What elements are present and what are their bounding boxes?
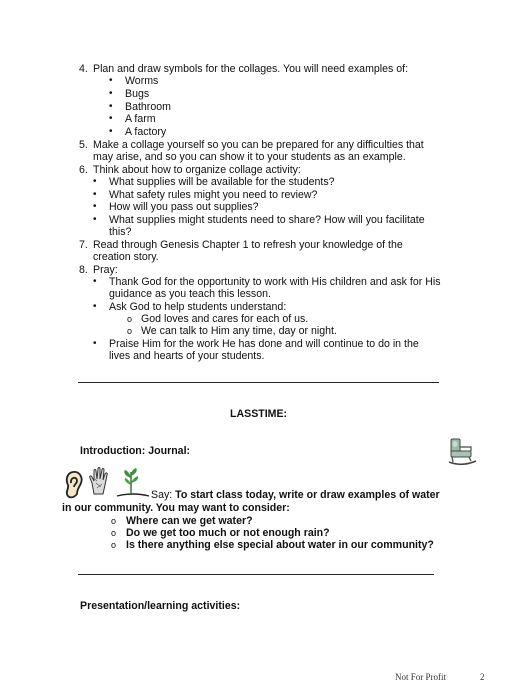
item-number: 4. (79, 63, 88, 75)
hand-icon (88, 467, 110, 495)
presentation-heading: Presentation/learning activities: (80, 600, 241, 612)
say-instruction: To start class today, write or draw examples of water (172, 489, 440, 501)
sub-list-item: We can talk to Him any time, day or night. (141, 325, 337, 337)
item-text: may arise, and so you can show it to your students as an example. (93, 151, 406, 163)
bullet-icon: • (93, 276, 97, 287)
item-number: 5. (79, 139, 88, 151)
bullet-icon: • (109, 126, 113, 137)
bullet-icon: • (93, 301, 97, 312)
list-item: Worms (125, 75, 159, 87)
bullet-icon: • (93, 338, 97, 349)
bullet-icon: • (93, 189, 97, 200)
circle-bullet-icon: o (111, 528, 117, 538)
circle-bullet-icon: o (127, 326, 133, 336)
question-item: Is there anything else special about water in our community? (126, 539, 434, 551)
say-paragraph-line (151, 489, 440, 502)
rocking-chair-icon (445, 436, 479, 466)
bullet-icon: • (109, 88, 113, 99)
say-paragraph-line: in our community. You may want to consider: (62, 502, 290, 514)
list-item: How will you pass out supplies? (109, 201, 259, 213)
bullet-icon: • (93, 176, 97, 187)
list-item-continuation: guidance as you teach this lesson. (109, 288, 271, 300)
bullet-icon: • (93, 214, 97, 225)
footer-text: Not For Profit (395, 672, 447, 682)
list-item: Bathroom (125, 101, 171, 113)
horizontal-rule (78, 382, 439, 383)
list-item: What supplies might students need to share? How will you facilitate (109, 214, 425, 226)
item-number: 7. (79, 239, 88, 251)
bullet-icon: • (109, 75, 113, 86)
item-text: Read through Genesis Chapter 1 to refresh your knowledge of the (93, 239, 403, 251)
section-heading: LASSTIME: (230, 408, 288, 420)
list-item: Praise Him for the work He has done and will continue to do in the (109, 338, 419, 350)
list-item: Thank God for the opportunity to work with His children and ask for His (109, 276, 441, 288)
ear-icon (62, 470, 84, 500)
list-item: What supplies will be available for the students? (109, 176, 335, 188)
say-label: Say: (151, 489, 173, 501)
question-item: Where can we get water? (126, 515, 253, 527)
bullet-icon: • (109, 101, 113, 112)
horizontal-rule (78, 574, 434, 575)
page-number: 2 (480, 672, 485, 682)
introduction-heading: Introduction: Journal: (80, 445, 191, 457)
list-item: A farm (125, 113, 156, 125)
list-item-continuation: lives and hearts of your students. (109, 350, 265, 362)
list-item: A factory (125, 126, 167, 138)
circle-bullet-icon: o (111, 516, 117, 526)
item-text: Pray: (93, 264, 118, 276)
question-item: Do we get too much or not enough rain? (126, 527, 330, 539)
list-item: Bugs (125, 88, 150, 100)
item-number: 8. (79, 264, 88, 276)
sub-list-item: God loves and cares for each of us. (141, 313, 309, 325)
item-text: Plan and draw symbols for the collages. You will need examples of: (93, 63, 409, 75)
item-text: Make a collage yourself so you can be prepared for any difficulties that (93, 139, 424, 151)
item-text: creation story. (93, 251, 159, 263)
item-text: Think about how to organize collage activity: (93, 164, 301, 176)
circle-bullet-icon: o (127, 314, 133, 324)
list-item: What safety rules might you need to review? (109, 189, 318, 201)
circle-bullet-icon: o (111, 540, 117, 550)
list-item-continuation: this? (109, 226, 132, 238)
list-item: Ask God to help students understand: (109, 301, 287, 313)
bullet-icon: • (109, 113, 113, 124)
bullet-icon: • (93, 201, 97, 212)
item-number: 6. (79, 164, 88, 176)
seedling-icon (116, 466, 150, 498)
